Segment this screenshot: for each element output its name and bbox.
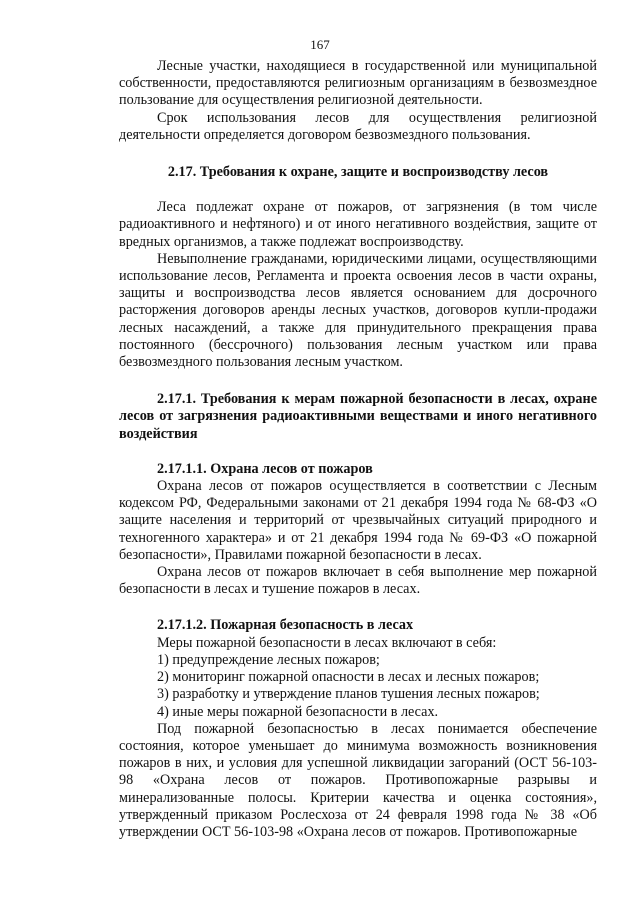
section-heading: 2.17.1. Требования к мерам пожарной безопасности в лесах, охране лесов от загрязнения радиоактивными веществами и иного негативного воздействия — [119, 391, 597, 442]
paragraph: Под пожарной безопасностью в лесах понимается обеспечение состояния, которое уменьшает до минимума возможность возникновения пожаров в них, и условия для успешной ликвидации загораний (ОСТ 56-103-98 «Охрана лесов от пожаров. Противопожарные разрывы и минерализованные полосы. Критерии качества и оценка состояния», утвержденный приказом Рослесхоза от 24 февраля 1998 года № 38 «Об утверждении ОСТ 56-103-98 «Охрана лесов от пожаров. Противопожарные — [119, 720, 597, 840]
list-item: 2) мониторинг пожарной опасности в лесах и лесных пожаров; — [157, 669, 540, 686]
paragraph: Лесные участки, находящиеся в государственной или муниципальной собственности, предоставляются религиозным организациям в безвозмездное пользование для осуществления религиозной деятельности. — [119, 58, 597, 109]
page-number: 167 — [310, 37, 330, 52]
section-heading: 2.17. Требования к охране, защите и воспроизводству лесов — [167, 164, 549, 181]
paragraph: Срок использования лесов для осуществления религиозной деятельности определяется договором безвозмездного пользования. — [119, 109, 597, 143]
document-body — [119, 58, 597, 841]
list-item: 1) предупреждение лесных пожаров; — [157, 651, 380, 668]
paragraph: Леса подлежат охране от пожаров, от загрязнения (в том числе радиоактивного и нефтяного) и от иного негативного воздействия, защите от вредных организмов, а также подлежат воспроизводству. — [119, 199, 597, 250]
list-item: 4) иные меры пожарной безопасности в лесах. — [157, 703, 439, 720]
paragraph: Охрана лесов от пожаров осуществляется в соответствии с Лесным кодексом РФ, Федеральными законами от 21 декабря 1994 года № 68-ФЗ «О защите населения и территорий от чрезвычайных ситуаций природного и техногенного характера» и от 21 декабря 1994 года № 69-ФЗ «О пожарной безопасности», Правилами пожарной безопасности в лесах. — [119, 478, 597, 563]
paragraph: Охрана лесов от пожаров включает в себя выполнение мер пожарной безопасности в лесах и тушение пожаров в лесах. — [119, 564, 597, 598]
section-heading: 2.17.1.1. Охрана лесов от пожаров — [157, 460, 373, 477]
list-intro: Меры пожарной безопасности в лесах включают в себя: — [157, 634, 497, 651]
list-item: 3) разработку и утверждение планов тушения лесных пожаров; — [157, 686, 540, 703]
section-heading: 2.17.1.2. Пожарная безопасность в лесах — [157, 617, 414, 634]
paragraph: Невыполнение гражданами, юридическими лицами, осуществляющими использование лесов, Регламента и проекта освоения лесов в части охраны, защиты и воспроизводства лесов является основанием для досрочного расторжения договоров аренды лесных участков, договоров купли-продажи лесных насаждений, а также для принудительного прекращения права постоянного (бессрочного) пользования лесным участком или права безвозмездного пользования лесным участком. — [119, 250, 597, 371]
